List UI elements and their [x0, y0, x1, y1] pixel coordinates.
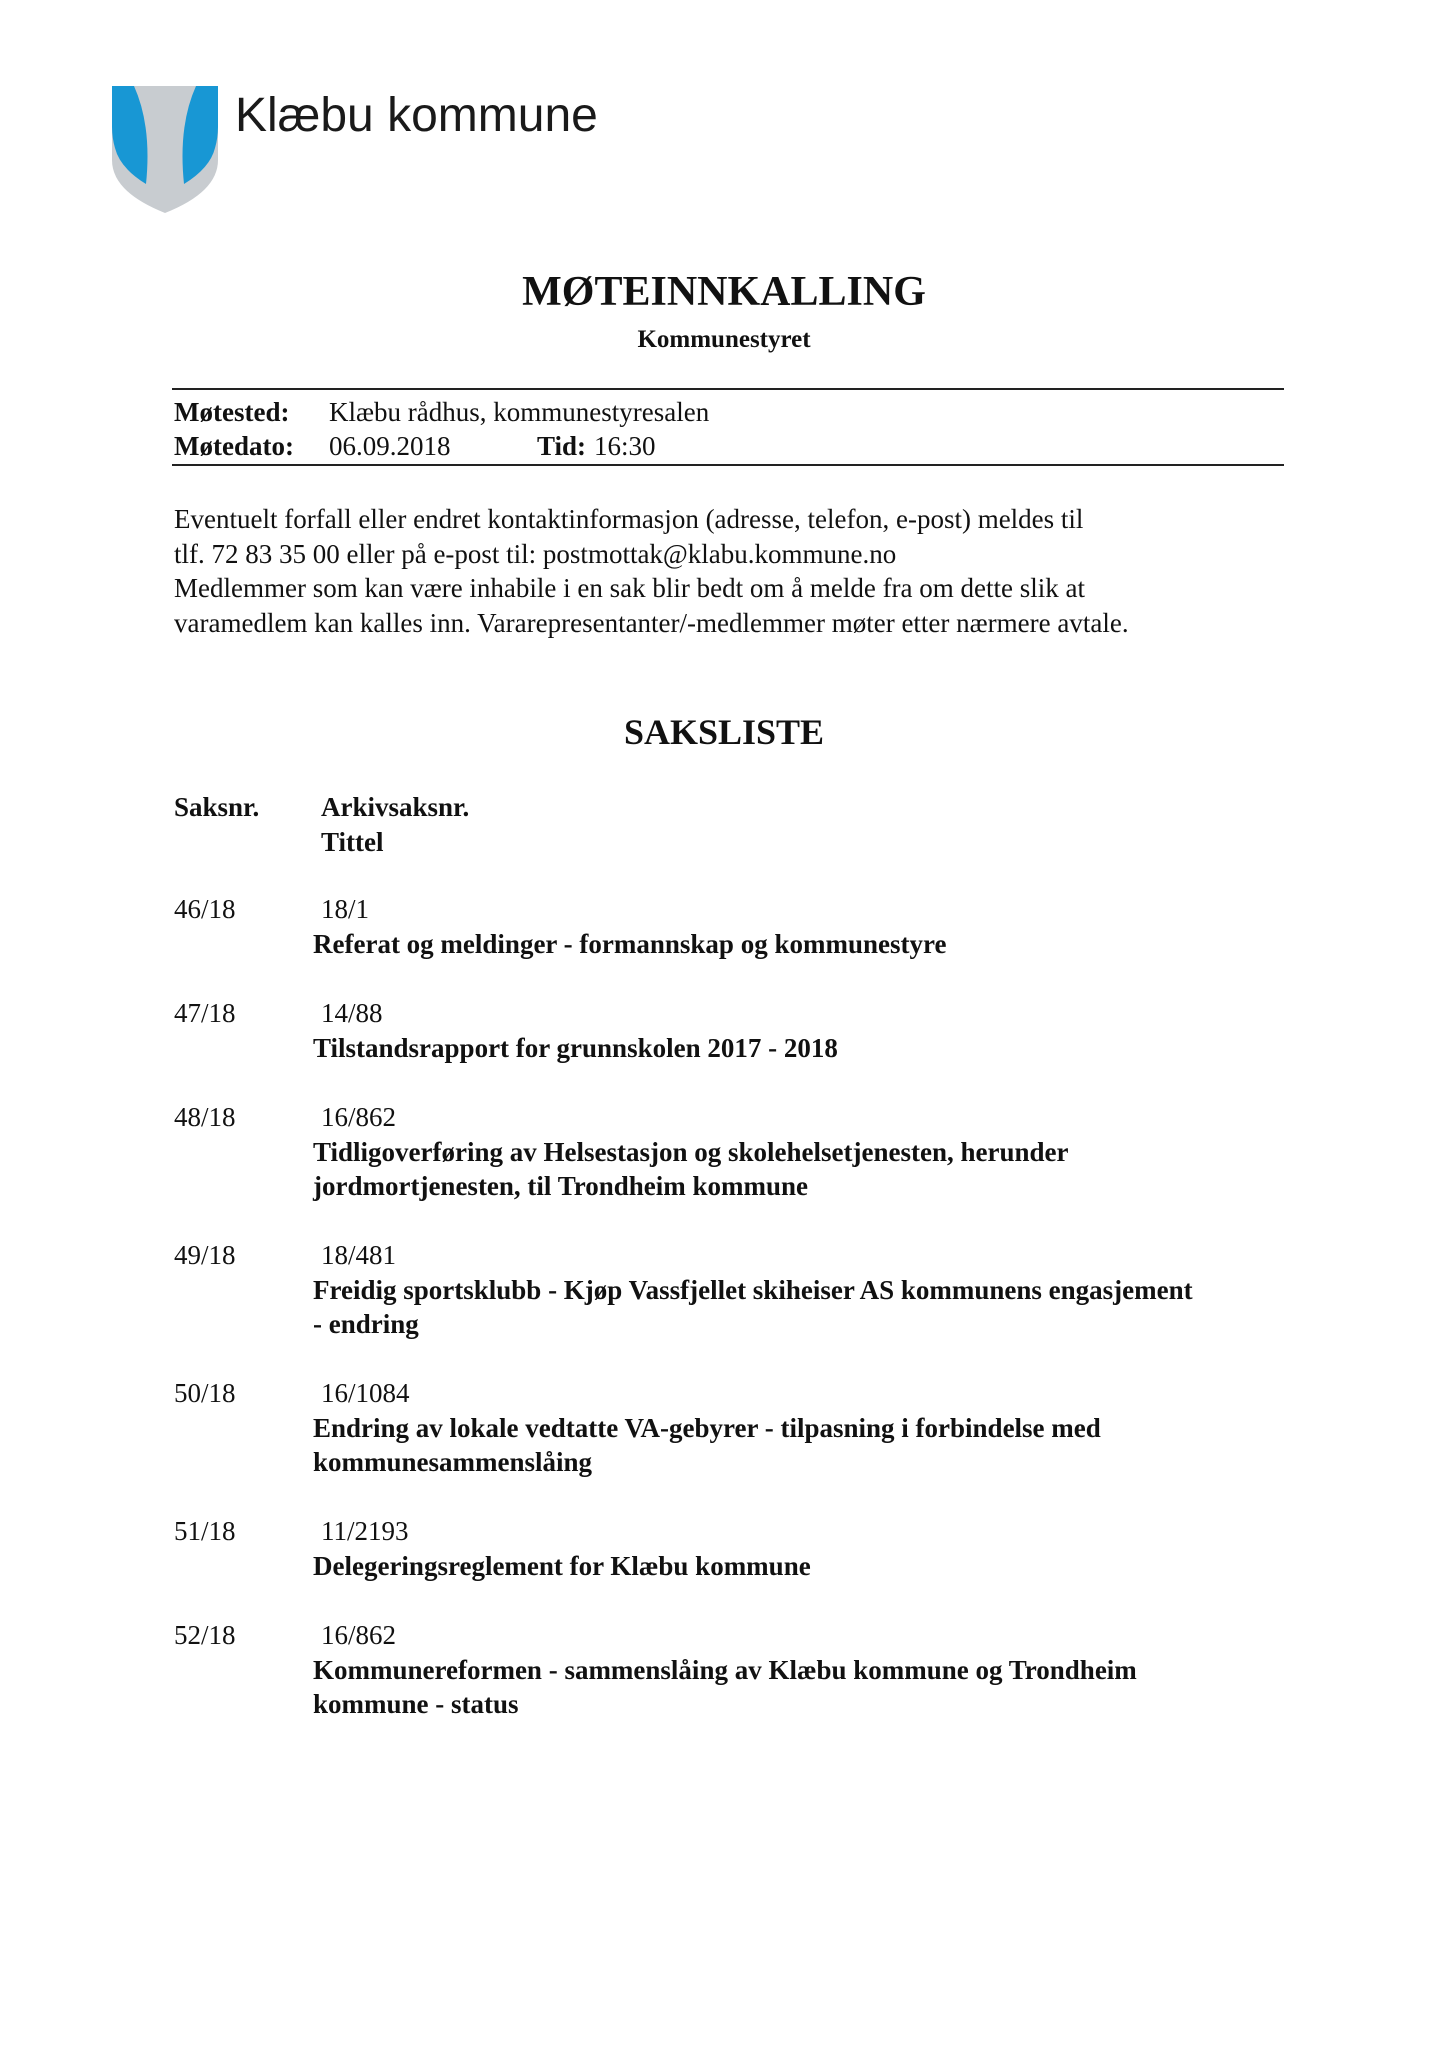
- header-arkivsaksnr: Arkivsaksnr.: [321, 792, 470, 822]
- meeting-time-label: Tid:: [537, 431, 587, 461]
- case-number: 49/18: [174, 1240, 236, 1270]
- meeting-place-label: Møtested:: [174, 397, 290, 427]
- case-title: [313, 927, 946, 962]
- case-title-line: Kommunereformen - sammenslåing av Klæbu kommune og Trondheim: [313, 1654, 1137, 1685]
- case-title: [313, 1411, 1101, 1480]
- case-title-line: Tidligoverføring av Helsestasjon og skolehelsetjenesten, herunder: [313, 1136, 1069, 1167]
- coat-of-arms-icon: [112, 86, 218, 213]
- meeting-date-label: Møtedato:: [174, 431, 294, 461]
- header-tittel: Tittel: [321, 826, 384, 857]
- case-title-line: Tilstandsrapport for grunnskolen 2017 - 2018: [313, 1032, 838, 1063]
- document-subtitle: Kommunestyret: [637, 326, 811, 353]
- divider-top: [172, 388, 1284, 390]
- meeting-place-value: Klæbu rådhus, kommunestyresalen: [329, 397, 710, 427]
- case-title-line: Freidig sportsklubb - Kjøp Vassfjellet skiheiser AS kommunens engasjement: [313, 1274, 1193, 1305]
- meeting-place-row: [174, 397, 709, 428]
- header-saksnr: Saksnr.: [174, 792, 260, 822]
- info-line: Medlemmer som kan være inhabile i en sak blir bedt om å melde fra om dette slik at: [174, 573, 1085, 603]
- case-number: 50/18: [174, 1378, 236, 1408]
- case-archive-number: 16/862: [321, 1102, 397, 1132]
- case-title-line: kommunesammenslåing: [313, 1447, 593, 1477]
- case-archive-number: 11/2193: [321, 1516, 409, 1546]
- case-title: [313, 1031, 838, 1066]
- case-number: 48/18: [174, 1102, 236, 1132]
- case-number: 52/18: [174, 1620, 236, 1650]
- meeting-date-value: 06.09.2018: [329, 431, 451, 461]
- case-title-line: Delegeringsreglement for Klæbu kommune: [313, 1550, 811, 1581]
- case-list-title: SAKSLISTE: [623, 712, 825, 752]
- case-title: [313, 1653, 1137, 1722]
- case-archive-number: 18/481: [321, 1240, 397, 1270]
- info-line: varamedlem kan kalles inn. Vararepresentanter/-medlemmer møter etter nærmere avtale.: [174, 607, 1129, 638]
- case-title-line: Endring av lokale vedtatte VA-gebyrer - tilpasning i forbindelse med: [313, 1412, 1101, 1443]
- case-archive-number: 18/1: [321, 894, 370, 924]
- case-archive-number: 16/862: [321, 1620, 397, 1650]
- info-paragraph: [174, 502, 1284, 640]
- case-title-line: kommune - status: [313, 1689, 519, 1719]
- case-title-line: - endring: [313, 1309, 419, 1339]
- document-title: MØTEINNKALLING: [522, 269, 926, 315]
- case-title-line: Referat og meldinger - formannskap og kommunestyre: [313, 928, 947, 959]
- case-archive-number: 14/88: [321, 998, 383, 1028]
- case-title: [313, 1549, 811, 1584]
- divider-bottom: [172, 464, 1284, 466]
- case-number: 51/18: [174, 1516, 236, 1546]
- case-number: 46/18: [174, 894, 236, 924]
- meeting-date-row: [174, 431, 656, 462]
- case-title-line: jordmortjenesten, til Trondheim kommune: [313, 1171, 808, 1201]
- info-line: Eventuelt forfall eller endret kontaktinformasjon (adresse, telefon, e-post) meldes til: [174, 504, 1084, 534]
- organization-name: Klæbu kommune: [235, 89, 598, 142]
- info-line: tlf. 72 83 35 00 eller på e-post til: postmottak@klabu.kommune.no: [174, 538, 897, 569]
- case-title: [313, 1135, 1068, 1204]
- meeting-time-value: 16:30: [594, 431, 656, 461]
- case-number: 47/18: [174, 998, 236, 1028]
- case-title: [313, 1273, 1193, 1342]
- case-archive-number: 16/1084: [321, 1378, 410, 1408]
